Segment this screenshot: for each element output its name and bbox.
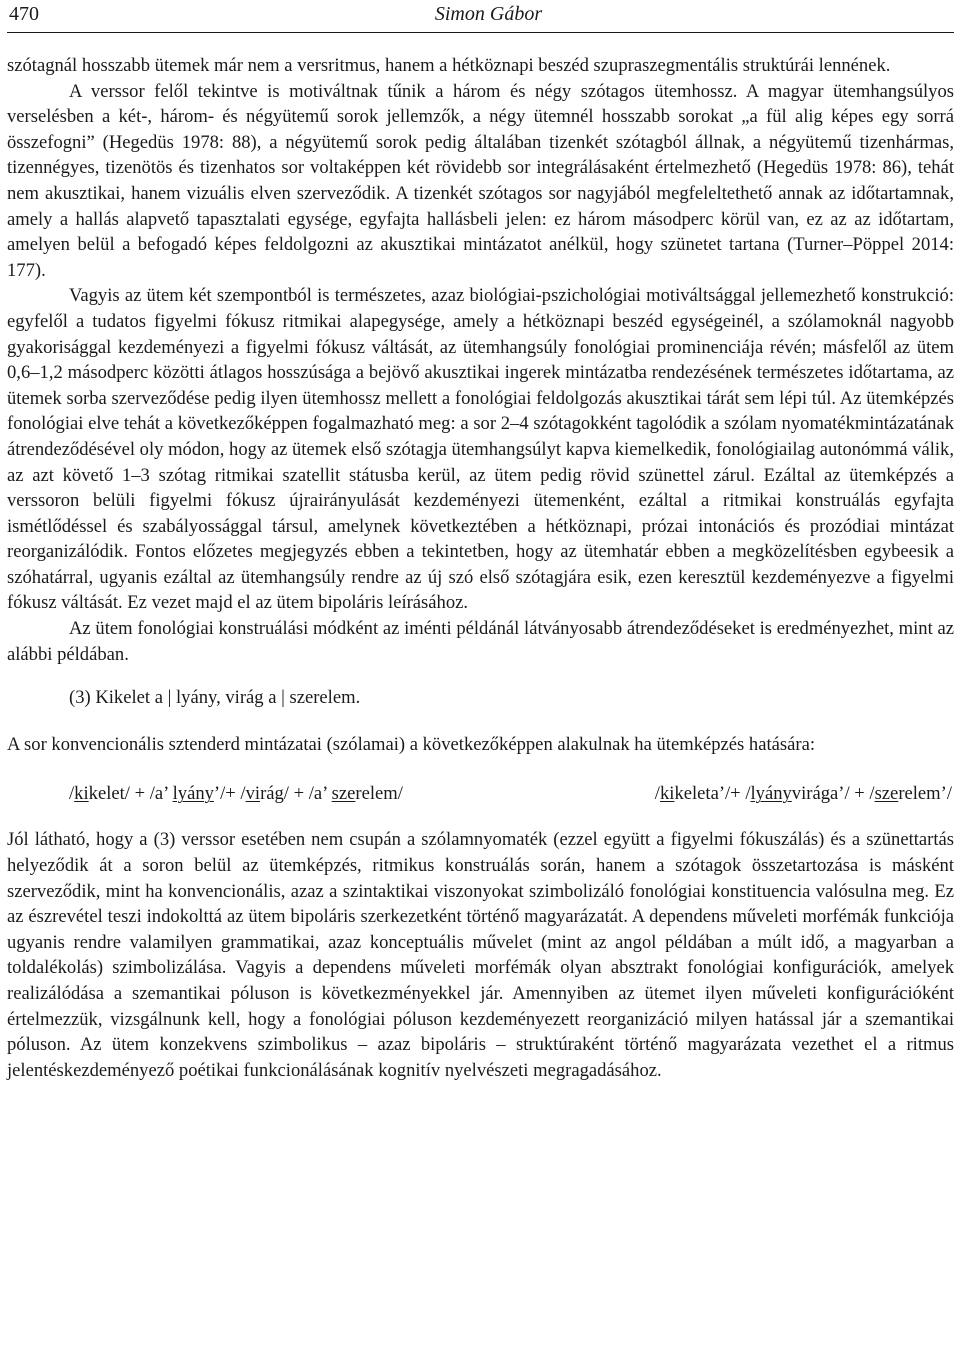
example-3: (3) Kikelet a | lyány, virág a | szerelem. [69,687,361,709]
segment: kelet/ + /a’ [88,783,173,805]
paragraph: Vagyis az ütem két szempontból is természetes, azaz biológiai-pszichológiai motiváltsággal jellemezhető konstrukció: egyfelől a tudatos figyelmi fókusz ritmikai alapegysége, amely a hétköznapi beszéd egységeinél, a szólamoknál nagyobb gyakorisággal kezdeményezi a figyelmi fókusz váltását, az ütemhangsúly fonológiai prominenciája révén; másfelől az ütem 0,6–1,2 másodperc közötti átlagos hosszúsága a bejövő akusztikai ingerek mintázatba rendezésének természetes időtartama, az ütemek sorba szerveződése pedig ilyen ütemhossz mellett a fonológiai feldolgozás akusztikai tárát sem lépi túl. Az ütemképzés fonológiai elve tehát a következőképpen fogalmazható meg: a sor 2–4 szótagokként tagolódik a szólam nyomatékmintázatának átrendeződésével oly módon, hogy az ütemek első szótagja ütemhangsúlyt kapva kiemelkedik, fonológiailag autonómmá válik, az azt követő 1–3 szótag ritmikai szatellit státusba kerül, az ütem pedig rövid szünettel zárul. Ezáltal az ütemképzés a verssoron belüli figyelmi fókusz újrairányulását kezdeményezi ütemenként, ezáltal a ritmikai konstruálás egyfajta ismétlődéssel és szabályossággal társul, amelynek következtében a hétköznapi, prózai intonációs és prozódiai mintázat reorganizálódik. Fontos előzetes megjegyzés ebben a tekintetben, hogy az ütemhatár ebben a megközelítésben egybeesik a szóhatárral, ugyanis ezáltal az ütemhangsúly rendre az új szó első szótagjára esik, ezen keresztül kezdeményezve a figyelmi fókusz váltását. Ez vezet majd el az ütem bipoláris leírásához. [7,285,954,614]
stressed-syllable: ki [74,783,89,805]
segment: virága’/ + / [791,783,875,805]
stressed-syllable: ki [659,783,675,805]
segment: rág/ + /a’ [260,783,332,805]
paragraph: A sor konvencionális sztenderd mintázatai (szólamai) a következőképpen alakulnak ha ütemképzés hatására: [7,733,815,755]
header-rule [7,32,954,33]
document-page [0,2,960,1365]
page-header [7,2,954,29]
paragraph: Az ütem fonológiai konstruálási módként az iménti példánál látványosabb átrendeződéseket is eredményezhet, mint az alábbi példában. [7,618,954,665]
standard-phrasing-transcription [69,781,403,807]
stressed-syllable: vi [245,783,261,805]
segment: / [654,783,660,805]
stressed-syllable: sze [874,783,899,805]
running-title: Simon Gábor [434,3,543,25]
paragraph: A verssor felől tekintve is motiváltnak tűnik a három és négy szótagos ütemhossz. A magyar ütemhangsúlyos verselésben a két-, három- és négyütemű sorok jellemzők, a négy ütemnél hosszabb sorokat „a fül alig képes egy sorrá összefogni” (Hegedüs 1978: 88), a négyütemű sorok pedig általában tizenkét szótagból állnak, a négyütemű tizenhármas, tizennégyes, tizenötös és tizenhatos sor voltaképpen két rövidebb sor integrálásaként értelmezhető (Hegedüs 1978: 86), tehát nem akusztikai, hanem vizuális elven szerveződik. A tizenkét szótagos sor nagyjából megfeleltethető annak az időtartamnak, amely a hallás alapvető tapasztalati egysége, egyfajta hallásbeli jelen: ez három másodperc körül van, ez az az időtartam, amelyen belül a befogadó képes feldolgozni az akusztikai mintázatot anélkül, hogy szünetet tartana (Turner–Pöppel 2014: 177). [7,80,954,281]
stressed-syllable: sze [331,783,356,805]
metric-phrasing-transcription [655,781,952,807]
page-number: 470 [9,3,39,25]
segment: / [69,783,75,805]
segment: keleta’/+ / [674,783,751,805]
stressed-syllable: lyány [172,783,214,805]
body-text [7,29,954,1083]
transcription-comparison [7,781,954,811]
segment: ’/+ / [213,783,246,805]
paragraph: szótagnál hosszabb ütemek már nem a versritmus, hanem a hétköznapi beszéd szupraszegmentális struktúrái lennének. [7,55,891,76]
segment: relem’/ [898,783,952,805]
paragraph: Jól látható, hogy a (3) verssor esetében nem csupán a szólamnyomaték (ezzel együtt a figyelmi fókuszálás) és a szünettartás helyeződik át a soron belül az ütemképzés, ritmikus konstruálás során, hanem a szótagok összetartozása is másként szerveződik, mint ha konvencionális, azaz a szintaktikai viszonyokat szimbolizáló fonológiai konstituencia valósulna meg. Ez az észrevétel teszi indokolttá az ütem bipoláris szerkezetként történő magyarázatát. A dependens műveleti morfémák funkciója ugyanis rendre valamilyen grammatikai, azaz konceptuális művelet (mint az angol példában a múlt idő, a magyarban a toldalékolás) szimbolizálása. Vagyis a dependens műveleti morfémák olyan absztrakt fonológiai konfigurációk, amelyek realizálódása a szemantikai póluson is következményekkel jár. Amennyiben az ütemet ilyen műveleti konfigurációként értelmezzük, vizsgálnunk kell, hogy a fonológiai póluson kezdeményezett reorganizáció milyen hatással jár a szemantikai póluson. Az ütem konzekvens szimbolikus – azaz bipoláris – struktúraként történő magyarázata vezethet el a ritmus jelentéskezdeményező poétikai funkcionálásának kognitív nyelvészeti megragadásához. [7,829,954,1081]
segment: relem/ [355,783,403,805]
stressed-syllable: lyány [750,783,792,805]
